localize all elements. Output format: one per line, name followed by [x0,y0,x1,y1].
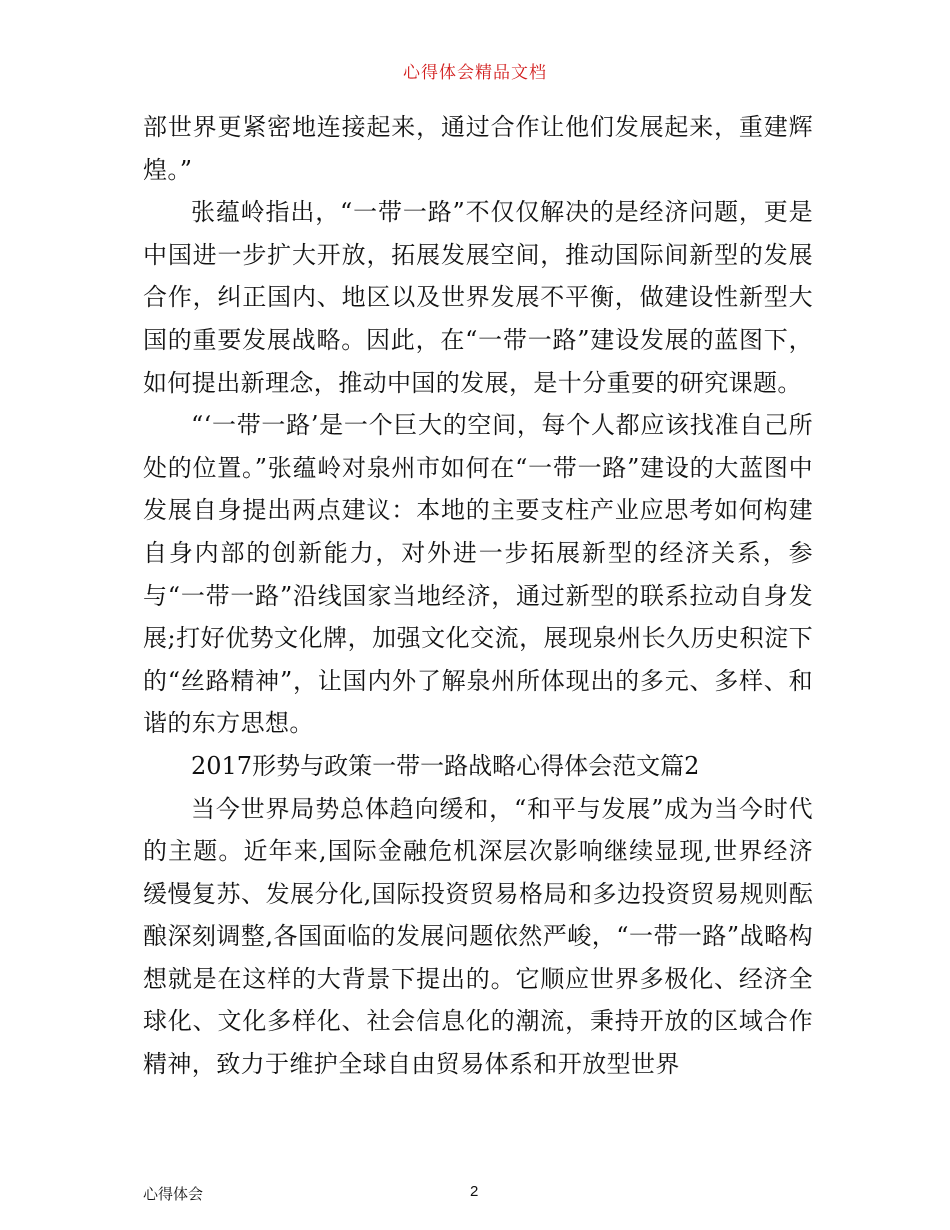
paragraph-world-situation: 当今世界局势总体趋向缓和，“和平与发展”成为当今时代的主题。近年来,国际金融危机深层次影响继续显现,世界经济缓慢复苏、发展分化,国际投资贸易格局和多边投资贸易规则酝酿深刻调整,各国面临的发展问题依然严峻，“一带一路”战略构想就是在这样的大背景下提出的。它顺应世界多极化、经济全球化、文化多样化、社会信息化的潮流，秉持开放的区域合作精神，致力于维护全球自由贸易体系和开放型世界 [143,794,813,1079]
paragraph-quanzhou-suggestions: “‘一带一路’是一个巨大的空间，每个人都应该找准自己所处的位置。”张蕴岭对泉州市如何在“一带一路”建设的大蓝图中发展自身提出两点建议：本地的主要支柱产业应思考如何构建自身内部的创新能力，对外进一步拓展新型的经济关系，参与“一带一路”沿线国家当地经济，通过新型的联系拉动自身发展;打好优势文化牌，加强文化交流，展现泉州长久历史积淀下的“丝路精神”，让国内外了解泉州所体现出的多元、多样、和谐的东方思想。 [143,411,813,738]
page-number: 2 [470,1183,479,1200]
paragraph-zhang-yunling-remarks: 张蕴岭指出，“一带一路”不仅仅解决的是经济问题，更是中国进一步扩大开放，拓展发展空间，推动国际间新型的发展合作，纠正国内、地区以及世界发展不平衡，做建设性新型大国的重要发展战略。因此，在“一带一路”建设发展的蓝图下，如何提出新理念，推动中国的发展，是十分重要的研究课题。 [143,198,813,397]
document-body [143,106,813,1086]
footer-label: 心得体会 [143,1185,204,1203]
page-header-title: 心得体会精品文档 [403,63,547,83]
paragraph-continuation: 部世界更紧密地连接起来，通过合作让他们发展起来，重建辉煌。” [143,113,813,184]
section-heading: 2017形势与政策一带一路战略心得体会范文篇2 [191,751,700,780]
